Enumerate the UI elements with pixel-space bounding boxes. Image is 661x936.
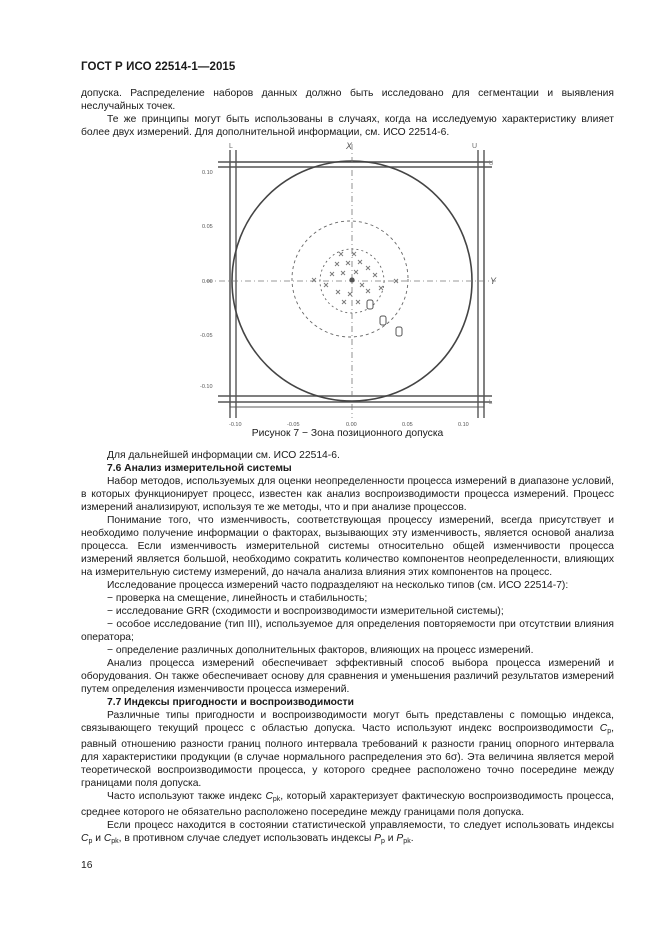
mean-point <box>349 277 354 282</box>
page-number: 16 <box>81 860 93 871</box>
paragraph-cpk: Часто используют также индекс $C_{pk}$, который характеризует фактическую воспроизводимость процесса, среднее которого не обязательно расположено посередине между границами поля допуска. <box>81 791 614 818</box>
list-item: − особое исследование (тип III), используемое для определения повторяемости при отсутствии влияния оператора; <box>81 619 614 643</box>
y-tick-label: 0.00 <box>202 279 213 285</box>
y-tick-label: 0.10 <box>202 170 213 176</box>
document-header: ГОСТ Р ИСО 22514-1—2015 <box>81 61 236 73</box>
y-tick-labels <box>200 170 213 390</box>
tolerance-square <box>230 162 484 407</box>
paragraph: Анализ процесса измерений обеспечивает эффективный способ выбора процесса измерений и оборудования. Он также обеспечивает основу для сравнения и уменьшения различий результатов измерений путем определения изменчивости процесса измерений. <box>81 658 614 695</box>
list-item: − определение различных дополнительных факторов, влияющих на процесс измерений. <box>107 645 534 656</box>
paragraph: Понимание того, что изменчивость, соответствующая процессу измерений, всегда присутствует и необходимо получение информации о факторах, вызывающих эту изменчивость, является основой анализа процесса. Если изменчивость измерительной системы относительно общей изменчивости процесса измерений является большой, необходимо сократить количество компонентов неопределенности, влияющих на измерительную систему измерений, до начала анализа влияния этих компонентов на процесс. <box>81 515 614 578</box>
measurement-points <box>312 252 398 304</box>
intro-block <box>81 87 614 139</box>
x-tick-label: -0.05 <box>287 422 300 428</box>
figure-caption: Рисунок 7 − Зона позиционного допуска <box>251 428 444 439</box>
label-U-side: U <box>489 161 494 167</box>
paragraph: Те же принципы могут быть использованы в случаях, когда на исследуемую характеристику влияет более двух измерений. Для дополнительной информации, см. ИСО 22514-6. <box>81 114 614 138</box>
body-block <box>81 449 614 848</box>
y-tick-label: -0.05 <box>200 333 213 339</box>
outlier-marks <box>367 300 402 336</box>
paragraph-cp: Различные типы пригодности и воспроизводимости могут быть представлены с помощью индекса, связывающего текущий процесс с областью допуска. Часто используют индекс воспроизводимости $C_p$, равный отношению разности границ полного интервала требований к разности границ опорного интервала для характеристики продукции (в случае нормального распределения это 6σ). Эта величина является мерой теоретической воспроизводимости процесса, у которого среднее расположено точно посередине между границами поля допуска. <box>81 710 614 789</box>
paragraph: Набор методов, используемых для оценки неопределенности процесса измерений в диапазоне условий, в которых функционирует процесс, известен как анализ воспроизводимости процесса измерений. Процесс измерений анализируют, используя те же методы, что и при анализе процессов. <box>81 476 614 513</box>
figure-positional-tolerance-zone <box>196 140 506 430</box>
x-tick-label: 0.10 <box>458 422 469 428</box>
section-heading: 7.7 Индексы пригодности и воспроизводимости <box>107 697 354 708</box>
list-item: − проверка на смещение, линейность и стабильность; <box>107 593 368 604</box>
label-axis-x: X <box>346 141 353 151</box>
label-axis-y: Y <box>490 276 497 286</box>
paragraph: Для дальнейшей информации см. ИСО 22514-6. <box>107 450 340 461</box>
figure-diagram <box>196 140 506 430</box>
paragraph-pp: Если процесс находится в состоянии статистической управляемости, то следует использовать индексы $C_p$ и $C_{pk}$, в противном случае следует использовать индексы $P_p$ и $P_{pk}$. <box>81 820 614 845</box>
y-tick-label: -0.10 <box>200 384 213 390</box>
y-tick-label: 0.05 <box>202 224 213 230</box>
paragraph: Исследование процесса измерений часто подразделяют на несколько типов (см. ИСО 22514-7): <box>107 580 569 591</box>
x-tick-label: 0.00 <box>346 422 357 428</box>
paragraph: допуска. Распределение наборов данных должно быть исследовано для сегментации и выявления неслучайных точек. <box>81 88 614 112</box>
label-U: U <box>472 143 478 150</box>
x-tick-label: -0.10 <box>229 422 242 428</box>
section-heading: 7.6 Анализ измерительной системы <box>107 463 292 474</box>
list-item: − исследование GRR (сходимости и воспроизводимости измерительной системы); <box>107 606 504 617</box>
label-L: L <box>229 143 233 150</box>
label-L-side: L <box>489 400 493 406</box>
x-tick-label: 0.05 <box>402 422 413 428</box>
